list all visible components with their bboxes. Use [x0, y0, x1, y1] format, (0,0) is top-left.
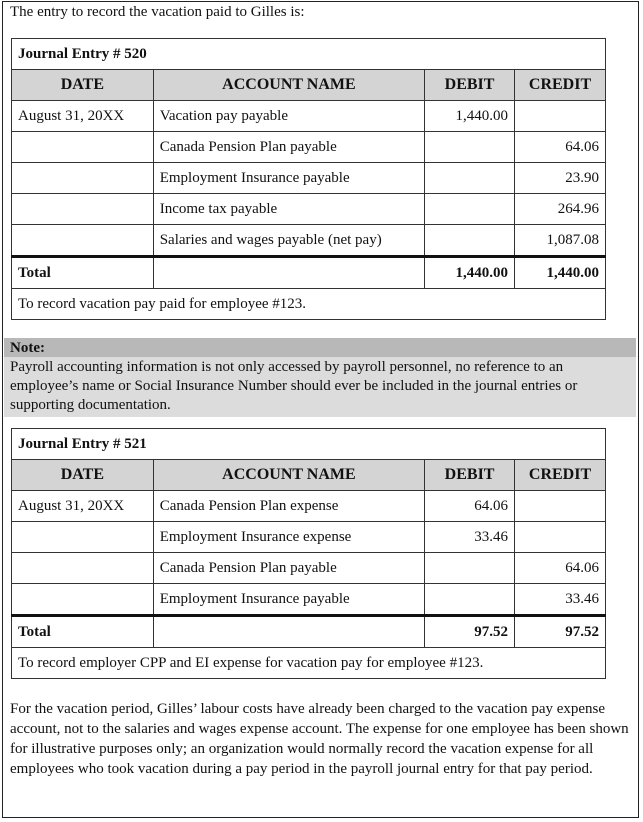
- row-debit: 33.46: [425, 522, 515, 553]
- total-row: [12, 616, 606, 648]
- journal-entry-title: Journal Entry # 520: [12, 39, 606, 70]
- total-credit: 97.52: [515, 616, 606, 648]
- table-row: [12, 491, 606, 522]
- journal-entry-521: [11, 428, 606, 679]
- row-debit: [425, 163, 515, 194]
- row-debit: [425, 194, 515, 225]
- table-row: [12, 553, 606, 584]
- col-header-account: ACCOUNT NAME: [153, 70, 424, 101]
- total-label: Total: [12, 257, 154, 289]
- row-account: Salaries and wages payable (net pay): [153, 225, 424, 257]
- row-credit: 1,087.08: [515, 225, 606, 257]
- entry-memo: To record vacation pay paid for employee #123.: [12, 289, 606, 320]
- row-account: Employment Insurance payable: [153, 163, 424, 194]
- row-date: [12, 584, 154, 616]
- note-text: Payroll accounting information is not only accessed by payroll personnel, no reference to an employee’s name or Social Insurance Number should ever be included in the journal entries or supporting documentation.: [10, 359, 578, 413]
- row-credit: [515, 101, 606, 132]
- total-blank: [153, 616, 424, 648]
- row-account: Employment Insurance payable: [153, 584, 424, 616]
- row-credit: 264.96: [515, 194, 606, 225]
- table-row: [12, 163, 606, 194]
- row-date: August 31, 20XX: [12, 491, 154, 522]
- total-blank: [153, 257, 424, 289]
- table-row: [12, 522, 606, 553]
- row-date: [12, 225, 154, 257]
- col-header-account: ACCOUNT NAME: [153, 460, 424, 491]
- row-date: [12, 163, 154, 194]
- table-row: [12, 194, 606, 225]
- row-date: [12, 132, 154, 163]
- row-account: Canada Pension Plan expense: [153, 491, 424, 522]
- row-credit: [515, 522, 606, 553]
- journal-entry-title: Journal Entry # 521: [12, 429, 606, 460]
- col-header-date: DATE: [12, 70, 154, 101]
- row-debit: [425, 225, 515, 257]
- note-box: [4, 338, 636, 417]
- row-credit: [515, 491, 606, 522]
- journal-entry-520: [11, 38, 606, 320]
- row-date: [12, 522, 154, 553]
- row-credit: 33.46: [515, 584, 606, 616]
- row-date: August 31, 20XX: [12, 101, 154, 132]
- table-row: [12, 225, 606, 257]
- row-account: Income tax payable: [153, 194, 424, 225]
- total-label: Total: [12, 616, 154, 648]
- row-credit: 64.06: [515, 132, 606, 163]
- total-credit: 1,440.00: [515, 257, 606, 289]
- col-header-debit: DEBIT: [425, 70, 515, 101]
- note-heading: Note:: [4, 338, 636, 357]
- col-header-date: DATE: [12, 460, 154, 491]
- table-row: [12, 584, 606, 616]
- row-date: [12, 553, 154, 584]
- row-debit: 64.06: [425, 491, 515, 522]
- entry-memo: To record employer CPP and EI expense for vacation pay for employee #123.: [12, 648, 606, 679]
- intro-text: The entry to record the vacation paid to Gilles is:: [10, 4, 305, 20]
- row-debit: [425, 132, 515, 163]
- row-account: Employment Insurance expense: [153, 522, 424, 553]
- col-header-credit: CREDIT: [515, 70, 606, 101]
- row-debit: [425, 584, 515, 616]
- row-debit: [425, 553, 515, 584]
- col-header-debit: DEBIT: [425, 460, 515, 491]
- row-account: Canada Pension Plan payable: [153, 553, 424, 584]
- total-debit: 97.52: [425, 616, 515, 648]
- table-row: [12, 132, 606, 163]
- total-debit: 1,440.00: [425, 257, 515, 289]
- total-row: [12, 257, 606, 289]
- col-header-credit: CREDIT: [515, 460, 606, 491]
- row-credit: 64.06: [515, 553, 606, 584]
- row-account: Canada Pension Plan payable: [153, 132, 424, 163]
- row-credit: 23.90: [515, 163, 606, 194]
- row-account: Vacation pay payable: [153, 101, 424, 132]
- row-date: [12, 194, 154, 225]
- row-debit: 1,440.00: [425, 101, 515, 132]
- closing-paragraph: For the vacation period, Gilles’ labour costs have already been charged to the vacation pay expense account, not to the salaries and wages expense account. The expense for one employee has been shown for illustrative purposes only; an organization would normally record the vacation expense for all employees who took vacation during a pay period in the payroll journal entry for that pay period.: [10, 701, 629, 777]
- table-row: [12, 101, 606, 132]
